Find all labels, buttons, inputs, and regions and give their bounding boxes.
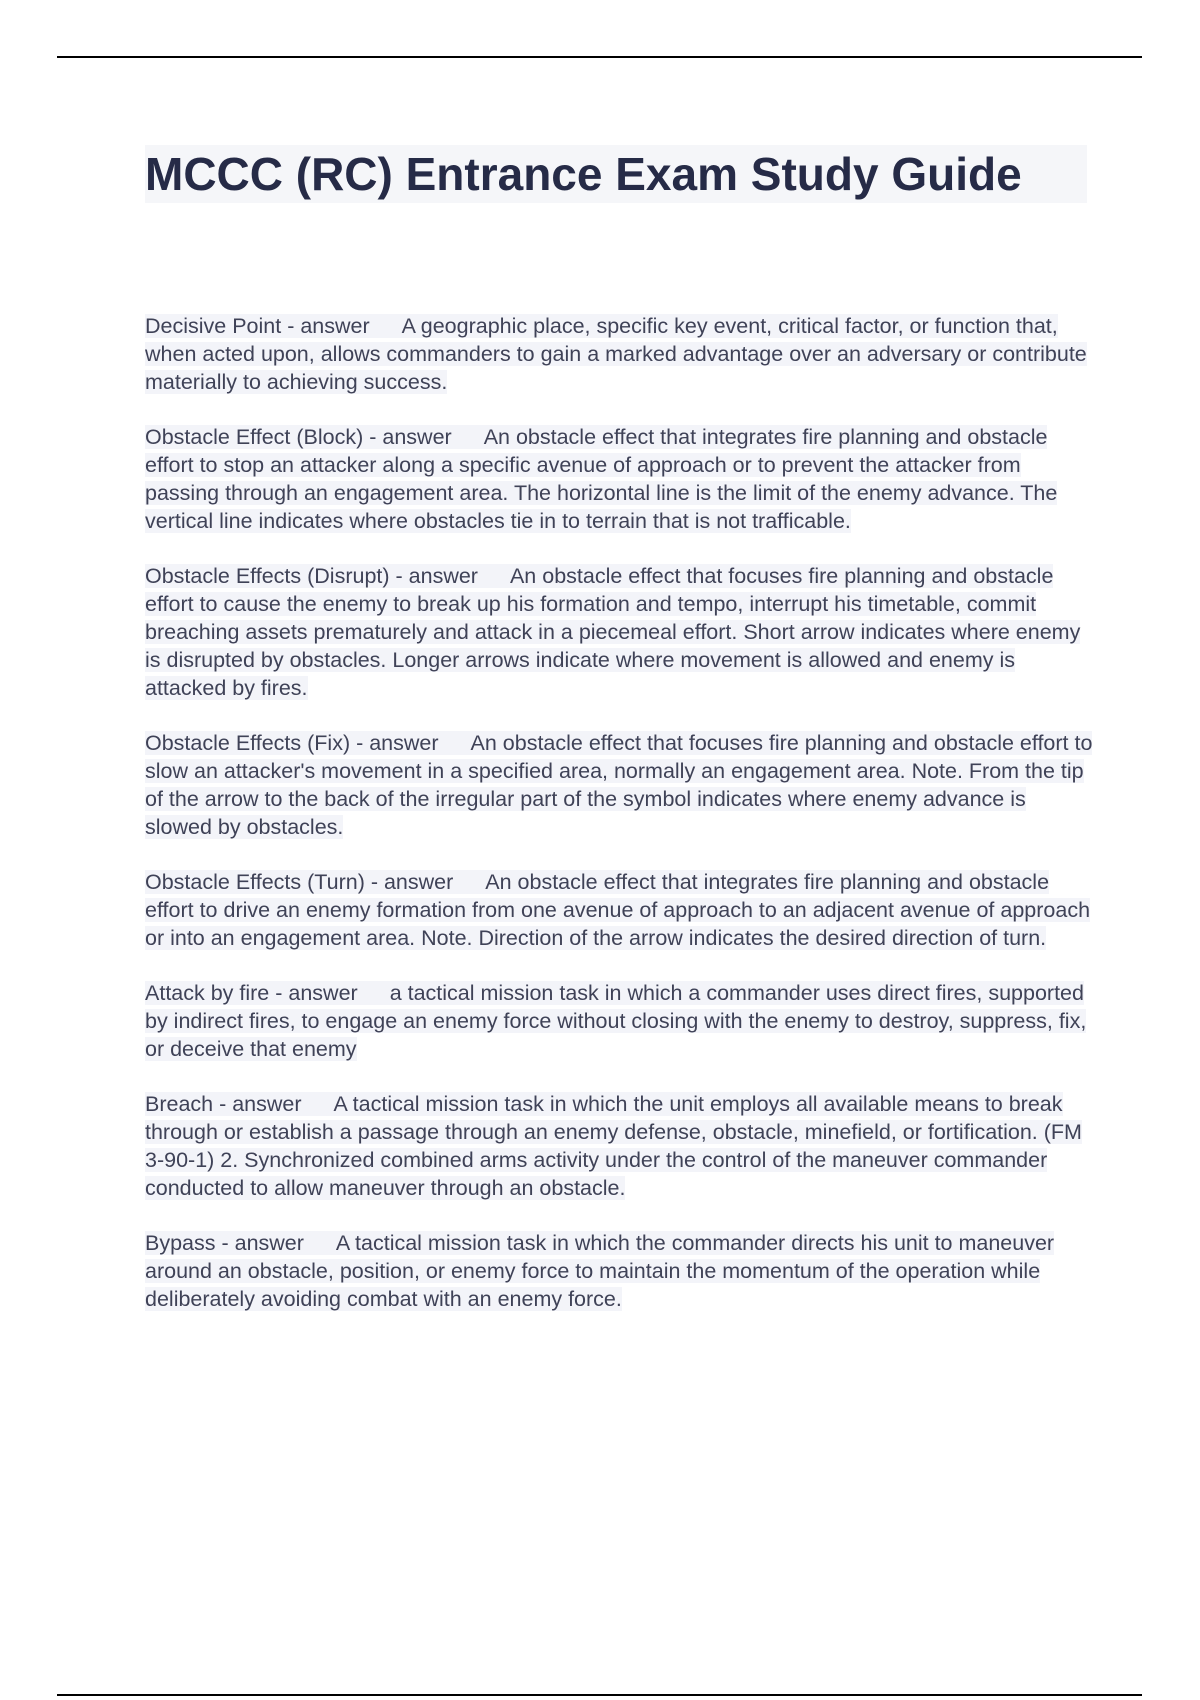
entry-definition: A tactical mission task in which the unit employs all available means to break through or establish a passage through an enemy defense, obstacle, minefield, or fortification. (FM 3-90-1) 2. Synchronized combined arms activity under the control of the maneuver commander conducted to allow maneuver through an obstacle. [145, 1092, 1082, 1200]
flashcard-entry [145, 1090, 1095, 1202]
entry-term: Obstacle Effects (Fix) - answer [145, 731, 439, 755]
entry-definition: An obstacle effect that focuses fire planning and obstacle effort to slow an attacker's movement in a specified area, normally an engagement area. Note. From the tip of the arrow to the back of the irregular part of the symbol indicates where enemy advance is slowed by obstacles. [145, 731, 1093, 839]
entry-definition: An obstacle effect that integrates fire planning and obstacle effort to drive an enemy formation from one avenue of approach to an adjacent avenue of approach or into an engagement area. Note. Direction of the arrow indicates the desired direction of turn. [145, 870, 1091, 950]
entry-term: Obstacle Effects (Disrupt) - answer [145, 564, 478, 588]
entry-term: Decisive Point - answer [145, 314, 370, 338]
header-rule [57, 56, 1142, 58]
entry-definition: An obstacle effect that integrates fire planning and obstacle effort to stop an attacker along a specific avenue of approach or to prevent the attacker from passing through an engagement area. The horizontal line is the limit of the enemy advance. The vertical line indicates where obstacles tie in to terrain that is not trafficable. [145, 425, 1058, 533]
entry-term: Obstacle Effects (Turn) - answer [145, 870, 454, 894]
flashcard-entry [145, 312, 1095, 396]
flashcard-entry [145, 562, 1095, 702]
entry-term: Attack by fire - answer [145, 981, 358, 1005]
footer-rule [57, 1694, 1142, 1696]
flashcard-list [145, 312, 1095, 1340]
flashcard-entry [145, 423, 1095, 535]
entry-definition: a tactical mission task in which a commander uses direct fires, supported by indirect fires, to engage an enemy force without closing with the enemy to destroy, suppress, fix, or deceive that enemy [145, 981, 1087, 1061]
entry-definition: A tactical mission task in which the commander directs his unit to maneuver around an obstacle, position, or enemy force to maintain the momentum of the operation while deliberately avoiding combat with an enemy force. [145, 1231, 1055, 1311]
entry-term: Obstacle Effect (Block) - answer [145, 425, 452, 449]
flashcard-entry [145, 979, 1095, 1063]
entry-definition: An obstacle effect that focuses fire planning and obstacle effort to cause the enemy to break up his formation and tempo, interrupt his timetable, commit breaching assets prematurely and attack in a piecemeal effort. Short arrow indicates where enemy is disrupted by obstacles. Longer arrows indicate where movement is allowed and enemy is attacked by fires. [145, 564, 1081, 700]
flashcard-entry [145, 729, 1095, 841]
entry-definition: A geographic place, specific key event, critical factor, or function that, when acted upon, allows commanders to gain a marked advantage over an adversary or contribute materially to achieving success. [145, 314, 1087, 394]
flashcard-entry [145, 868, 1095, 952]
flashcard-entry [145, 1229, 1095, 1313]
document-title: MCCC (RC) Entrance Exam Study Guide [145, 145, 1087, 203]
entry-term: Breach - answer [145, 1092, 302, 1116]
entry-term: Bypass - answer [145, 1231, 304, 1255]
